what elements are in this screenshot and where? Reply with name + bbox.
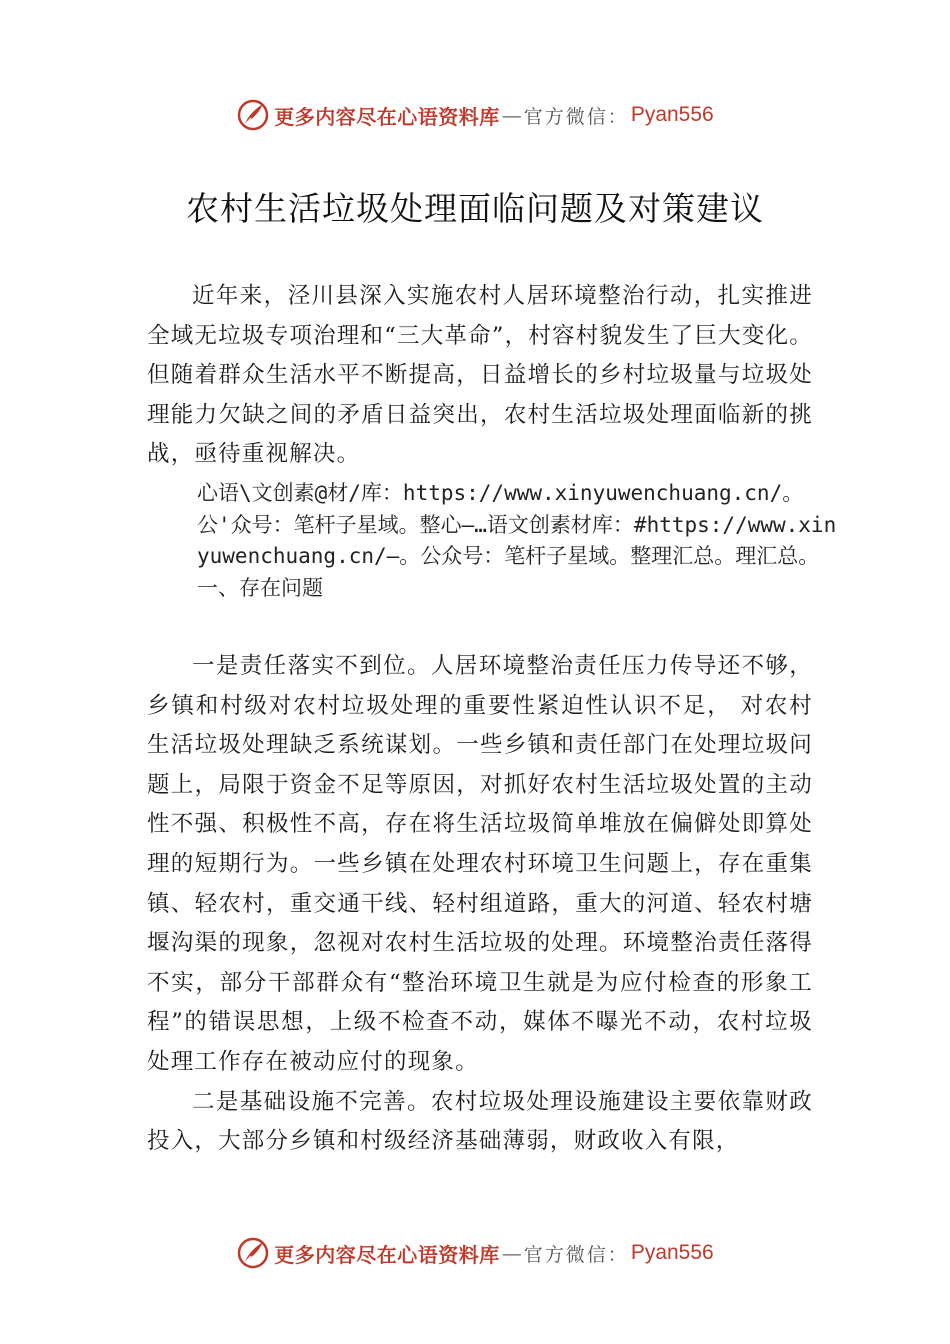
header-banner: [0, 95, 950, 135]
banner-wechat-label: 官方微信: [523, 105, 608, 128]
document-intro: [147, 277, 813, 475]
banner-separator: —: [501, 1241, 522, 1265]
document-title: 农村生活垃圾处理面临问题及对策建议: [186, 189, 764, 228]
banner-wechat-label: 官方微信: [523, 1243, 608, 1266]
banner-colon: ：: [607, 105, 627, 128]
body-paragraph-2: 二是基础设施不完善。农村垃圾处理设施建设主要依靠财政投入，大部分乡镇和村级经济基础薄弱，财政收入有限，: [147, 1088, 813, 1155]
banner-separator: —: [501, 103, 522, 127]
intro-paragraph: 近年来，泾川县深入实施农村人居环境整治行动，扎实推进全域无垃圾专项治理和“三大革命”，村容村貌发生了巨大变化。但随着群众生活水平不断提高，日益增长的乡村垃圾量与垃圾处理能力欠缺之间的矛盾日益突出，农村生活垃圾处理面临新的挑战，亟待重视解决。: [147, 283, 813, 467]
banner-wechat-handle: Pyan556: [630, 103, 714, 126]
footer-banner: [0, 1233, 950, 1273]
body-paragraph-1: 一是责任落实不到位。人居环境整治责任压力传导还不够，乡镇和村级对农村垃圾处理的重要性紧迫性认识不足， 对农村生活垃圾处理缺乏系统谋划。一些乡镇和责任部门在处理垃圾问题上，局限于资金不足等原因，对抓好农村生活垃圾处置的主动性不强、积极性不高，存在将生活垃圾简单堆放在偏僻处即算处理的短期行为。一些乡镇在处理农村环境卫生问题上，存在重集镇、轻农村，重交通干线、轻村组道路，重大的河道、轻农村塘堰沟渠的现象，忽视对农村生活垃圾的处理。环境整治责任落得不实，部分干部群众有“整治环境卫生就是为应付检查的形象工程”的错误思想，上级不检查不动，媒体不曝光不动，农村垃圾处理工作存在被动应付的现象。: [147, 653, 813, 1075]
quill-pen-logo-icon: [236, 1236, 270, 1270]
banner-brand-text: 更多内容尽在心语资料库: [274, 104, 500, 129]
quill-pen-logo-icon: [236, 98, 270, 132]
watermark-text-block: 心语\文创素@材/库：https://www.xinyuwenchuang.cn/。公'众号：笔杆子星域。整心—…语文创素材库：#https://www.xinyuwenchuang.cn/—。公众号：笔杆子星域。整理汇总。理汇总。一、存在问题: [197, 481, 837, 600]
banner-wechat-handle: Pyan556: [630, 1241, 714, 1264]
banner-brand-text: 更多内容尽在心语资料库: [274, 1242, 500, 1267]
banner-colon: ：: [607, 1243, 627, 1266]
document-body: [147, 647, 813, 1162]
